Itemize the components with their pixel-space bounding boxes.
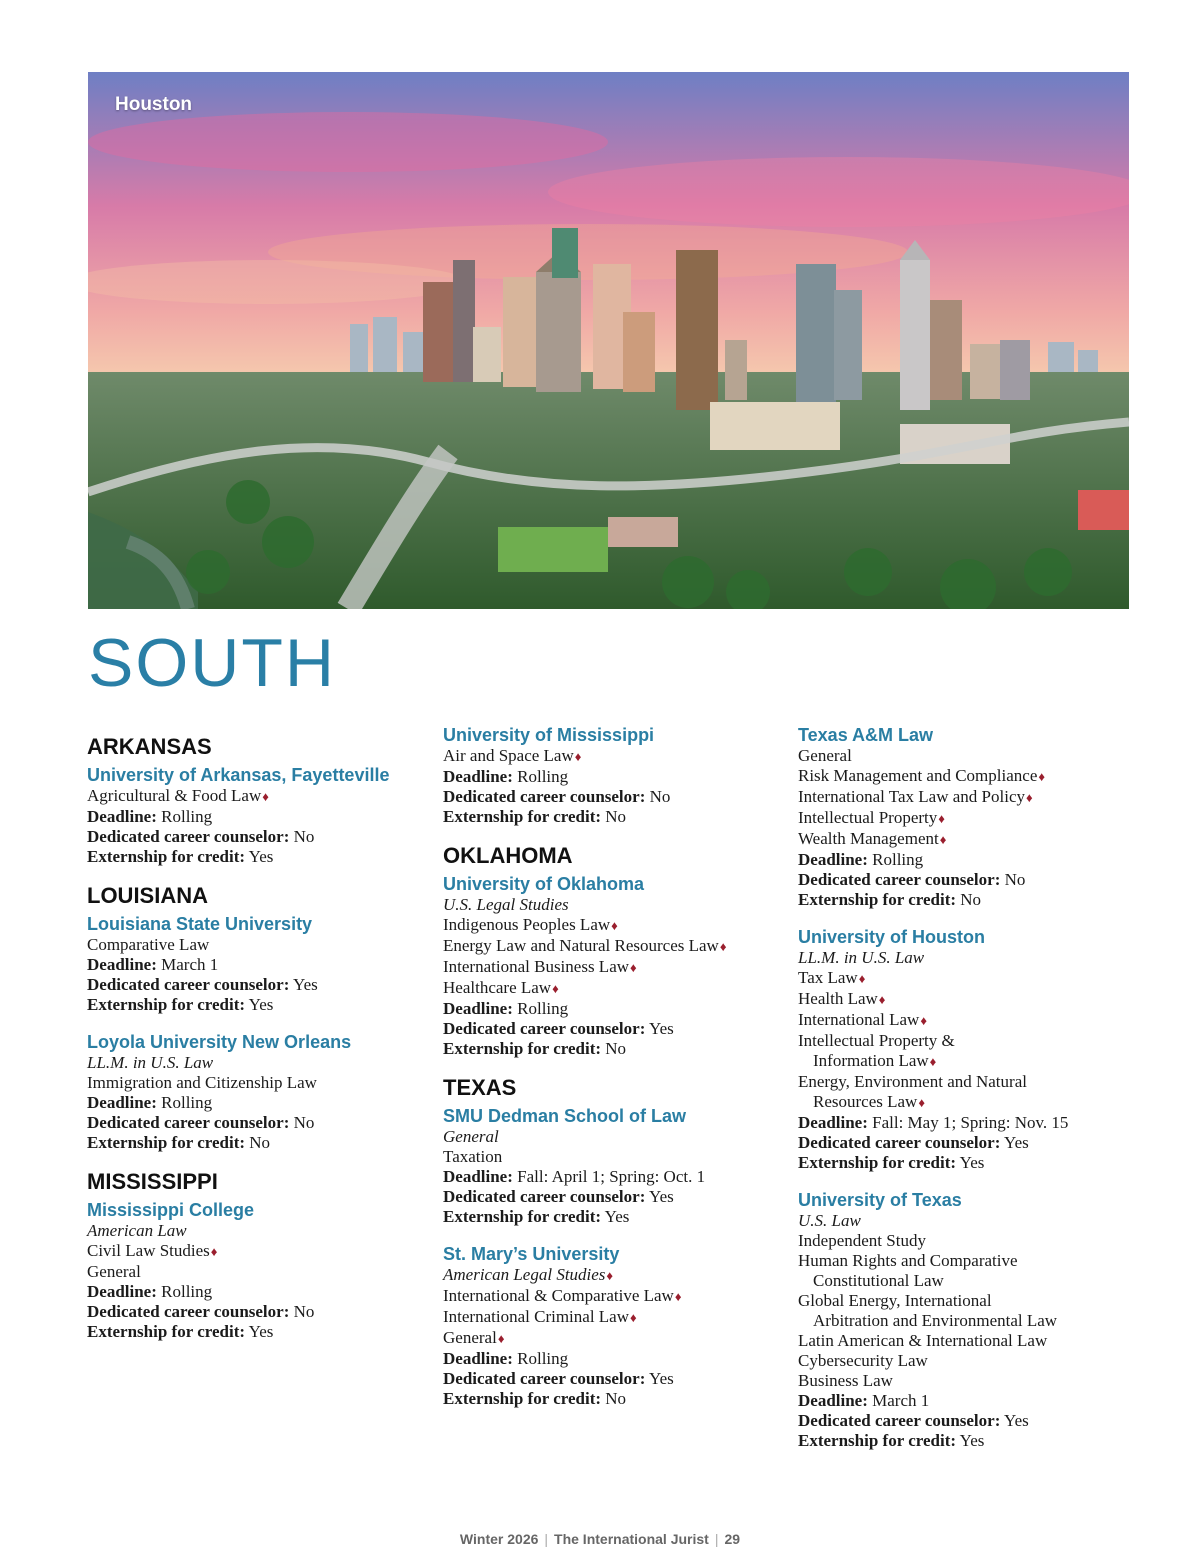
program-name: Independent Study (798, 1231, 926, 1250)
deadline-label: Deadline: (87, 1282, 157, 1301)
career-counselor-value: No (293, 1113, 315, 1132)
deadline-label: Deadline: (87, 807, 157, 826)
program-name: International Business Law (443, 957, 630, 976)
deadline-label: Deadline: (443, 999, 513, 1018)
career-counselor-value: No (649, 787, 671, 806)
school-entry (443, 1243, 788, 1409)
career-counselor-line (87, 975, 427, 995)
program-name: Energy Law and Natural Resources Law (443, 936, 719, 955)
career-counselor-line (87, 1302, 427, 1322)
program-name: American Law (87, 1221, 187, 1240)
program-name: Immigration and Citizenship Law (87, 1073, 317, 1092)
program-line (798, 787, 1143, 808)
externship-label: Externship for credit: (87, 995, 246, 1014)
externship-label: Externship for credit: (87, 1133, 246, 1152)
program-line (798, 1371, 1143, 1391)
deadline-value: Rolling (517, 999, 569, 1018)
program-name: Business Law (798, 1371, 893, 1390)
externship-line (443, 807, 788, 827)
career-counselor-value: Yes (1004, 1133, 1029, 1152)
deadline-value: March 1 (872, 1391, 930, 1410)
externship-value: Yes (248, 1322, 274, 1341)
region-title: SOUTH (88, 625, 336, 701)
program-name: Arbitration and Environmental Law (813, 1311, 1058, 1330)
school-name: University of Houston (798, 927, 986, 947)
listing-column-3 (798, 724, 1143, 1467)
externship-label: Externship for credit: (87, 847, 246, 866)
externship-label: Externship for credit: (443, 807, 602, 826)
deadline-label: Deadline: (798, 1113, 868, 1132)
program-line (87, 935, 427, 955)
program-name: General (443, 1127, 499, 1146)
program-name: LL.M. in U.S. Law (87, 1053, 214, 1072)
program-line (87, 1053, 427, 1073)
deadline-line (87, 955, 427, 975)
externship-label: Externship for credit: (798, 1153, 957, 1172)
deadline-value: Rolling (872, 850, 924, 869)
page-footer (0, 1531, 1200, 1547)
listing-column-2 (443, 724, 788, 1425)
program-name: Agricultural & Food Law (87, 786, 262, 805)
school-name: Mississippi College (87, 1200, 255, 1220)
program-name: Tax Law (798, 968, 858, 987)
externship-line (87, 995, 427, 1015)
school-entry (87, 764, 427, 867)
program-line (443, 1147, 788, 1167)
externship-line (443, 1389, 788, 1409)
program-line (443, 936, 788, 957)
career-counselor-value: Yes (293, 975, 318, 994)
career-counselor-line (443, 1369, 788, 1389)
career-counselor-label: Dedicated career counselor: (798, 870, 1001, 889)
program-name: Human Rights and Comparative (798, 1251, 1018, 1270)
program-line (798, 1351, 1143, 1371)
footer-issue: Winter 2026 (459, 1531, 539, 1547)
career-counselor-line (798, 1411, 1143, 1431)
externship-line (87, 847, 427, 867)
program-line (798, 1231, 1143, 1251)
diamond-icon: ♦ (210, 1244, 218, 1259)
externship-value: No (605, 1389, 627, 1408)
program-line (798, 829, 1143, 850)
externship-line (87, 1322, 427, 1342)
program-name: Intellectual Property (798, 808, 938, 827)
career-counselor-value: Yes (649, 1187, 674, 1206)
diamond-icon: ♦ (606, 1268, 614, 1283)
program-name: Information Law (813, 1051, 929, 1070)
career-counselor-label: Dedicated career counselor: (87, 827, 290, 846)
program-name: American Legal Studies (443, 1265, 606, 1284)
listing-column-1 (87, 724, 427, 1358)
program-line (798, 1271, 1143, 1291)
deadline-line (87, 1093, 427, 1113)
deadline-label: Deadline: (443, 767, 513, 786)
diamond-icon: ♦ (611, 918, 618, 933)
program-line (443, 978, 788, 999)
diamond-icon: ♦ (497, 1331, 505, 1346)
externship-value: Yes (959, 1431, 985, 1450)
footer-publication: The International Jurist (554, 1531, 709, 1547)
deadline-value: Fall: April 1; Spring: Oct. 1 (517, 1167, 706, 1186)
program-name: International Law (798, 1010, 920, 1029)
program-name: Intellectual Property & (798, 1031, 955, 1050)
school-name: Louisiana State University (87, 914, 313, 934)
program-name: Constitutional Law (813, 1271, 944, 1290)
school-entry (798, 724, 1143, 910)
career-counselor-label: Dedicated career counselor: (87, 1113, 290, 1132)
school-entry (443, 1105, 788, 1227)
career-counselor-value: No (1004, 870, 1026, 889)
program-name: Resources Law (813, 1092, 918, 1111)
externship-value: Yes (604, 1207, 630, 1226)
deadline-label: Deadline: (443, 1167, 513, 1186)
state-heading: TEXAS (443, 1075, 517, 1100)
program-line (798, 766, 1143, 787)
school-name: University of Mississippi (443, 725, 655, 745)
program-name: Global Energy, International (798, 1291, 992, 1310)
externship-label: Externship for credit: (443, 1389, 602, 1408)
program-line (443, 895, 788, 915)
career-counselor-line (798, 870, 1143, 890)
houston-skyline-photo (88, 72, 1129, 609)
diamond-icon: ♦ (878, 992, 886, 1007)
program-line (443, 1307, 788, 1328)
career-counselor-value: Yes (1004, 1411, 1029, 1430)
career-counselor-label: Dedicated career counselor: (798, 1133, 1001, 1152)
deadline-line (443, 1349, 788, 1369)
program-name: Risk Management and Compliance (798, 766, 1038, 785)
externship-line (798, 1153, 1143, 1173)
diamond-icon: ♦ (674, 1289, 682, 1304)
externship-label: Externship for credit: (443, 1207, 602, 1226)
school-name: University of Oklahoma (443, 874, 645, 894)
program-line (798, 1031, 1143, 1051)
deadline-label: Deadline: (443, 1349, 513, 1368)
program-line (798, 1051, 1143, 1072)
program-line (798, 968, 1143, 989)
career-counselor-value: No (293, 1302, 315, 1321)
program-line (798, 1311, 1143, 1331)
footer-separator: | (544, 1531, 549, 1547)
program-line (798, 1010, 1143, 1031)
externship-value: Yes (959, 1153, 985, 1172)
deadline-value: Rolling (517, 1349, 569, 1368)
deadline-label: Deadline: (87, 955, 157, 974)
program-line (443, 915, 788, 936)
program-line (798, 1251, 1143, 1271)
program-line (443, 1328, 788, 1349)
program-name: General (443, 1328, 497, 1347)
program-name: Latin American & International Law (798, 1331, 1048, 1350)
program-name: Air and Space Law (443, 746, 574, 765)
program-name: Healthcare Law (443, 978, 552, 997)
program-name: Energy, Environment and Natural (798, 1072, 1027, 1091)
career-counselor-value: Yes (649, 1369, 674, 1388)
diamond-icon: ♦ (938, 811, 945, 826)
diamond-icon: ♦ (920, 1013, 927, 1028)
externship-line (443, 1207, 788, 1227)
externship-line (798, 1431, 1143, 1451)
program-name: Health Law (798, 989, 878, 1008)
externship-line (798, 890, 1143, 910)
program-line (443, 746, 788, 767)
externship-value: Yes (248, 995, 274, 1014)
school-name: University of Arkansas, Fayetteville (87, 765, 390, 785)
school-name: Loyola University New Orleans (87, 1032, 352, 1052)
program-name: LL.M. in U.S. Law (798, 948, 925, 967)
deadline-label: Deadline: (798, 850, 868, 869)
school-entry (87, 1199, 427, 1342)
program-line (798, 948, 1143, 968)
diamond-icon: ♦ (719, 939, 727, 954)
diamond-icon: ♦ (630, 960, 637, 975)
photo-caption: Houston (115, 94, 193, 115)
deadline-line (87, 1282, 427, 1302)
career-counselor-value: Yes (649, 1019, 674, 1038)
career-counselor-label: Dedicated career counselor: (798, 1411, 1001, 1430)
career-counselor-label: Dedicated career counselor: (87, 975, 290, 994)
deadline-line (798, 1391, 1143, 1411)
program-line (87, 786, 427, 807)
school-entry (798, 926, 1143, 1173)
career-counselor-label: Dedicated career counselor: (443, 787, 646, 806)
externship-value: Yes (248, 847, 274, 866)
career-counselor-line (443, 1019, 788, 1039)
career-counselor-line (443, 787, 788, 807)
externship-value: No (605, 807, 627, 826)
program-line (443, 1127, 788, 1147)
career-counselor-line (87, 1113, 427, 1133)
program-line (798, 1291, 1143, 1311)
diamond-icon: ♦ (1026, 790, 1033, 805)
career-counselor-line (87, 827, 427, 847)
program-name: General (87, 1262, 141, 1281)
program-line (443, 957, 788, 978)
program-line (443, 1286, 788, 1307)
school-entry (443, 724, 788, 827)
program-line (87, 1221, 427, 1241)
state-heading: ARKANSAS (87, 734, 212, 759)
program-line (443, 1265, 788, 1286)
deadline-value: Fall: May 1; Spring: Nov. 15 (872, 1113, 1069, 1132)
diamond-icon: ♦ (552, 981, 559, 996)
program-line (798, 989, 1143, 1010)
program-line (87, 1073, 427, 1093)
program-name: Indigenous Peoples Law (443, 915, 611, 934)
deadline-line (443, 999, 788, 1019)
program-line (87, 1262, 427, 1282)
program-line (87, 1241, 427, 1262)
program-name: Comparative Law (87, 935, 210, 954)
school-name: St. Mary’s University (443, 1244, 620, 1264)
school-name: University of Texas (798, 1190, 962, 1210)
deadline-value: Rolling (517, 767, 569, 786)
diamond-icon: ♦ (1038, 769, 1046, 784)
career-counselor-label: Dedicated career counselor: (87, 1302, 290, 1321)
career-counselor-line (798, 1133, 1143, 1153)
program-line (798, 1072, 1143, 1092)
school-name: SMU Dedman School of Law (443, 1106, 687, 1126)
program-name: Cybersecurity Law (798, 1351, 928, 1370)
footer-page-number: 29 (724, 1531, 741, 1547)
school-entry (87, 913, 427, 1015)
career-counselor-label: Dedicated career counselor: (443, 1187, 646, 1206)
externship-value: No (960, 890, 982, 909)
externship-label: Externship for credit: (798, 890, 957, 909)
program-name: Wealth Management (798, 829, 939, 848)
deadline-line (798, 1113, 1143, 1133)
externship-label: Externship for credit: (443, 1039, 602, 1058)
diamond-icon: ♦ (929, 1054, 937, 1069)
deadline-label: Deadline: (798, 1391, 868, 1410)
externship-label: Externship for credit: (798, 1431, 957, 1450)
deadline-value: Rolling (161, 1093, 213, 1112)
diamond-icon: ♦ (262, 789, 269, 804)
diamond-icon: ♦ (858, 971, 866, 986)
program-name: International & Comparative Law (443, 1286, 674, 1305)
program-line (798, 1331, 1143, 1351)
deadline-value: March 1 (161, 955, 219, 974)
externship-line (443, 1039, 788, 1059)
externship-value: No (605, 1039, 627, 1058)
program-name: International Criminal Law (443, 1307, 629, 1326)
school-entry (798, 1189, 1143, 1451)
deadline-line (87, 807, 427, 827)
program-line (798, 746, 1143, 766)
deadline-value: Rolling (161, 807, 213, 826)
career-counselor-label: Dedicated career counselor: (443, 1019, 646, 1038)
program-name: General (798, 746, 852, 765)
school-name: Texas A&M Law (798, 725, 934, 745)
program-line (798, 808, 1143, 829)
diamond-icon: ♦ (574, 749, 582, 764)
footer-separator: | (714, 1531, 719, 1547)
deadline-line (443, 767, 788, 787)
deadline-line (798, 850, 1143, 870)
school-entry (87, 1031, 427, 1153)
state-heading: MISSISSIPPI (87, 1169, 218, 1194)
deadline-label: Deadline: (87, 1093, 157, 1112)
program-name: International Tax Law and Policy (798, 787, 1025, 806)
program-line (798, 1092, 1143, 1113)
career-counselor-label: Dedicated career counselor: (443, 1369, 646, 1388)
career-counselor-line (443, 1187, 788, 1207)
program-name: Civil Law Studies (87, 1241, 210, 1260)
diamond-icon: ♦ (939, 832, 947, 847)
career-counselor-value: No (293, 827, 315, 846)
school-entry (443, 873, 788, 1059)
externship-line (87, 1133, 427, 1153)
diamond-icon: ♦ (630, 1310, 637, 1325)
diamond-icon: ♦ (918, 1095, 925, 1110)
state-heading: LOUISIANA (87, 883, 208, 908)
deadline-value: Rolling (161, 1282, 213, 1301)
program-name: U.S. Law (798, 1211, 861, 1230)
program-name: Taxation (443, 1147, 503, 1166)
deadline-line (443, 1167, 788, 1187)
program-line (798, 1211, 1143, 1231)
externship-value: No (249, 1133, 271, 1152)
externship-label: Externship for credit: (87, 1322, 246, 1341)
state-heading: OKLAHOMA (443, 843, 573, 868)
program-name: U.S. Legal Studies (443, 895, 569, 914)
